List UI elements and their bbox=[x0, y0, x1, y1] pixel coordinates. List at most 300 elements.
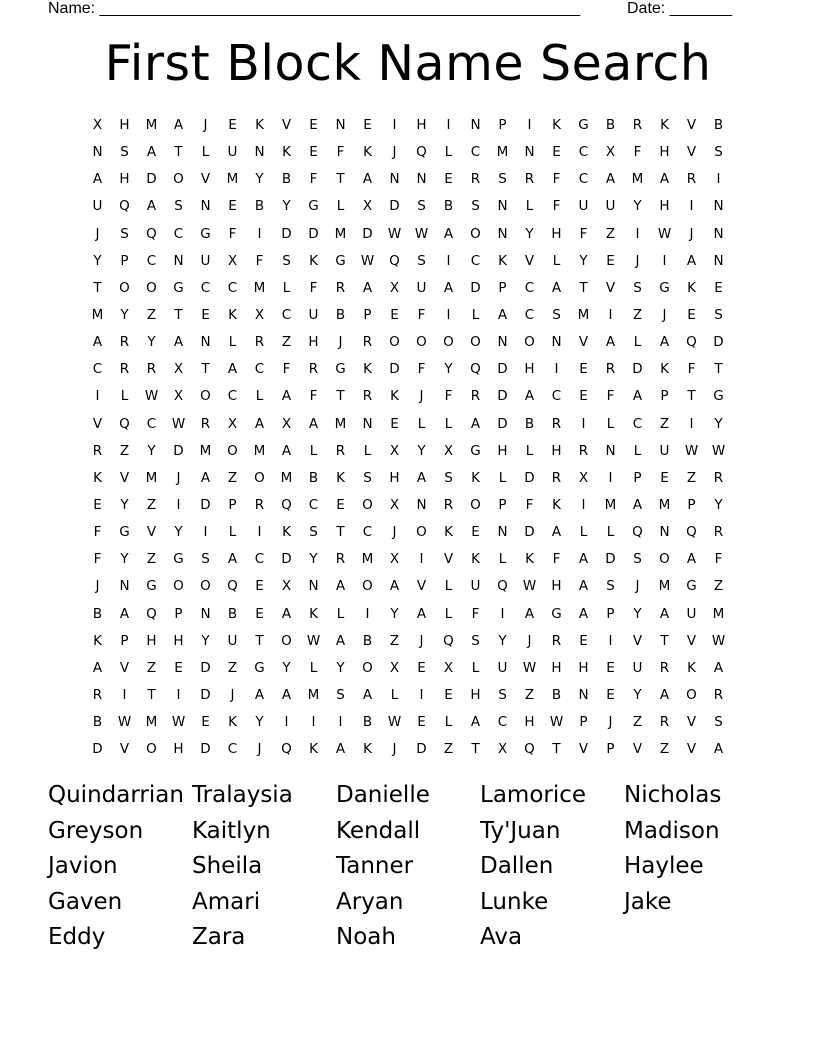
grid-letter: E bbox=[417, 659, 426, 676]
grid-letter: M bbox=[145, 117, 158, 134]
grid-letter: M bbox=[226, 171, 239, 188]
grid-letter: I bbox=[365, 605, 370, 622]
grid-letter: J bbox=[608, 714, 613, 731]
grid-letter: C bbox=[227, 388, 238, 405]
grid-letter: K bbox=[471, 551, 480, 568]
grid-letter: I bbox=[689, 415, 694, 432]
grid-letter: W bbox=[117, 714, 132, 731]
grid-letter: I bbox=[608, 307, 613, 324]
word-bank-item: Greyson bbox=[48, 817, 144, 844]
grid-letter: H bbox=[308, 334, 319, 351]
grid-row bbox=[84, 329, 732, 356]
grid-letter: T bbox=[336, 171, 345, 188]
grid-letter: I bbox=[257, 225, 262, 242]
grid-letter: Z bbox=[686, 469, 697, 486]
grid-letter: G bbox=[146, 578, 157, 595]
grid-letter: Q bbox=[416, 144, 427, 161]
grid-letter: C bbox=[227, 279, 238, 296]
grid-letter: G bbox=[578, 117, 589, 134]
grid-letter: L bbox=[228, 334, 237, 351]
grid-letter: C bbox=[551, 388, 562, 405]
grid-letter: Y bbox=[336, 659, 345, 676]
grid-letter: A bbox=[227, 361, 238, 378]
grid-letter: N bbox=[173, 252, 184, 269]
grid-letter: O bbox=[470, 497, 481, 514]
grid-letter: T bbox=[336, 524, 345, 541]
grid-letter: Y bbox=[390, 605, 399, 622]
grid-letter: A bbox=[335, 578, 346, 595]
grid-letter: S bbox=[336, 687, 345, 704]
grid-letter: L bbox=[498, 469, 507, 486]
grid-letter: F bbox=[417, 361, 426, 378]
grid-letter: W bbox=[549, 714, 564, 731]
grid-letter: G bbox=[335, 252, 346, 269]
grid-letter: Y bbox=[201, 632, 210, 649]
grid-letter: M bbox=[145, 469, 158, 486]
grid-letter: K bbox=[309, 252, 318, 269]
grid-letter: D bbox=[173, 442, 184, 459]
grid-letter: I bbox=[716, 171, 721, 188]
word-bank-item: Quindarrian bbox=[48, 782, 184, 808]
grid-letter: M bbox=[496, 144, 509, 161]
grid-letter: S bbox=[444, 469, 453, 486]
grid-letter: V bbox=[605, 279, 616, 296]
grid-letter: P bbox=[498, 497, 507, 514]
grid-letter: L bbox=[525, 442, 534, 459]
grid-letter: M bbox=[712, 605, 725, 622]
grid-letter: C bbox=[632, 415, 643, 432]
grid-letter: T bbox=[201, 361, 210, 378]
grid-letter: R bbox=[335, 551, 346, 568]
grid-letter: C bbox=[524, 307, 535, 324]
grid-letter: J bbox=[95, 578, 100, 595]
grid-letter: F bbox=[552, 551, 561, 568]
grid-letter: O bbox=[389, 334, 400, 351]
grid-letter: Y bbox=[147, 334, 156, 351]
grid-letter: E bbox=[714, 279, 723, 296]
grid-letter: V bbox=[119, 659, 130, 676]
grid-letter: A bbox=[470, 415, 481, 432]
grid-letter: D bbox=[605, 551, 616, 568]
grid-letter: C bbox=[470, 144, 481, 161]
grid-letter: X bbox=[281, 415, 292, 432]
grid-letter: A bbox=[146, 198, 157, 215]
grid-letter: P bbox=[606, 741, 615, 758]
grid-row bbox=[84, 139, 732, 166]
grid-letter: T bbox=[93, 279, 102, 296]
grid-letter: X bbox=[497, 741, 508, 758]
grid-letter: D bbox=[416, 741, 427, 758]
grid-letter: T bbox=[660, 632, 669, 649]
grid-letter: X bbox=[443, 659, 454, 676]
grid-letter: D bbox=[146, 171, 157, 188]
grid-letter: C bbox=[578, 171, 589, 188]
grid-letter: Q bbox=[389, 252, 400, 269]
grid-letter: O bbox=[524, 334, 535, 351]
grid-letter: H bbox=[578, 659, 589, 676]
grid-letter: U bbox=[308, 307, 319, 324]
grid-letter: Y bbox=[633, 687, 642, 704]
grid-letter: K bbox=[282, 524, 291, 541]
grid-letter: J bbox=[203, 117, 208, 134]
grid-letter: C bbox=[362, 524, 373, 541]
grid-letter: A bbox=[389, 578, 400, 595]
grid-letter: Z bbox=[443, 741, 454, 758]
grid-letter: W bbox=[684, 442, 699, 459]
grid-letter: S bbox=[174, 198, 183, 215]
grid-letter: U bbox=[605, 198, 616, 215]
grid-letter: C bbox=[308, 497, 319, 514]
grid-letter: K bbox=[309, 741, 318, 758]
grid-letter: R bbox=[335, 442, 346, 459]
grid-letter: Q bbox=[146, 225, 157, 242]
grid-letter: Q bbox=[497, 578, 508, 595]
grid-letter: B bbox=[362, 714, 373, 731]
grid-letter: H bbox=[119, 171, 130, 188]
grid-letter: X bbox=[578, 469, 589, 486]
grid-letter: E bbox=[444, 687, 453, 704]
grid-letter: N bbox=[497, 225, 508, 242]
word-bank-item: Noah bbox=[336, 924, 396, 950]
grid-letter: C bbox=[227, 741, 238, 758]
grid-letter: A bbox=[362, 687, 373, 704]
grid-letter: K bbox=[498, 252, 507, 269]
grid-letter: J bbox=[257, 741, 262, 758]
grid-letter: A bbox=[443, 279, 454, 296]
grid-letter: I bbox=[122, 687, 127, 704]
grid-letter: R bbox=[92, 442, 103, 459]
grid-letter: F bbox=[552, 198, 561, 215]
grid-letter: A bbox=[524, 388, 535, 405]
grid-letter: W bbox=[711, 442, 726, 459]
grid-row bbox=[84, 193, 732, 220]
grid-letter: V bbox=[92, 415, 103, 432]
grid-letter: D bbox=[92, 741, 103, 758]
grid-letter: X bbox=[173, 361, 184, 378]
grid-letter: E bbox=[363, 117, 372, 134]
grid-letter: K bbox=[228, 714, 237, 731]
grid-letter: J bbox=[392, 144, 397, 161]
grid-letter: I bbox=[446, 117, 451, 134]
grid-letter: A bbox=[281, 687, 292, 704]
grid-letter: Y bbox=[714, 415, 723, 432]
grid-letter: A bbox=[443, 225, 454, 242]
grid-letter: H bbox=[146, 632, 157, 649]
grid-letter: Z bbox=[146, 551, 157, 568]
grid-letter: H bbox=[497, 442, 508, 459]
grid-letter: Q bbox=[686, 524, 697, 541]
grid-letter: H bbox=[551, 225, 562, 242]
grid-letter: A bbox=[416, 469, 427, 486]
word-bank-item: Danielle bbox=[336, 782, 430, 808]
grid-letter: H bbox=[416, 117, 427, 134]
grid-letter: L bbox=[444, 578, 453, 595]
grid-letter: H bbox=[551, 578, 562, 595]
grid-letter: C bbox=[497, 714, 508, 731]
grid-letter: E bbox=[471, 524, 480, 541]
grid-letter: E bbox=[174, 659, 183, 676]
grid-letter: F bbox=[606, 388, 615, 405]
grid-letter: C bbox=[146, 415, 157, 432]
grid-letter: S bbox=[417, 252, 426, 269]
grid-letter: O bbox=[686, 687, 697, 704]
grid-letter: F bbox=[282, 361, 291, 378]
grid-letter: A bbox=[335, 632, 346, 649]
grid-row bbox=[84, 546, 732, 573]
grid-letter: L bbox=[309, 659, 318, 676]
grid-letter: D bbox=[200, 687, 211, 704]
grid-letter: N bbox=[200, 334, 211, 351]
grid-letter: H bbox=[659, 198, 670, 215]
grid-letter: Q bbox=[443, 632, 454, 649]
grid-letter: H bbox=[119, 117, 130, 134]
grid-letter: R bbox=[335, 279, 346, 296]
grid-letter: E bbox=[417, 714, 426, 731]
grid-letter: E bbox=[228, 117, 237, 134]
grid-letter: L bbox=[444, 605, 453, 622]
grid-letter: J bbox=[95, 225, 100, 242]
grid-letter: W bbox=[144, 388, 159, 405]
grid-letter: V bbox=[686, 714, 697, 731]
grid-letter: Z bbox=[659, 741, 670, 758]
grid-letter: K bbox=[282, 144, 291, 161]
grid-letter: I bbox=[95, 388, 100, 405]
word-bank-item: Aryan bbox=[336, 888, 404, 915]
grid-letter: R bbox=[524, 171, 535, 188]
grid-letter: L bbox=[471, 307, 480, 324]
grid-letter: T bbox=[255, 632, 264, 649]
grid-letter: X bbox=[605, 144, 616, 161]
grid-letter: W bbox=[387, 225, 402, 242]
grid-letter: I bbox=[419, 551, 424, 568]
grid-letter: O bbox=[146, 279, 157, 296]
grid-letter: P bbox=[498, 279, 507, 296]
grid-letter: H bbox=[524, 361, 535, 378]
grid-letter: L bbox=[390, 687, 399, 704]
grid-letter: G bbox=[173, 551, 184, 568]
grid-row bbox=[84, 438, 732, 465]
grid-letter: O bbox=[362, 578, 373, 595]
letter-grid bbox=[84, 112, 732, 763]
grid-letter: E bbox=[687, 307, 696, 324]
word-bank-item: Javion bbox=[48, 853, 118, 879]
grid-letter: L bbox=[255, 388, 264, 405]
grid-letter: E bbox=[579, 388, 588, 405]
grid-letter: P bbox=[633, 469, 642, 486]
grid-letter: R bbox=[659, 714, 670, 731]
grid-letter: H bbox=[173, 741, 184, 758]
grid-letter: E bbox=[309, 117, 318, 134]
grid-letter: L bbox=[498, 551, 507, 568]
grid-letter: N bbox=[605, 442, 616, 459]
grid-letter: F bbox=[471, 605, 480, 622]
grid-letter: V bbox=[443, 551, 454, 568]
grid-letter: W bbox=[387, 714, 402, 731]
grid-letter: T bbox=[174, 144, 183, 161]
grid-letter: I bbox=[338, 714, 343, 731]
grid-letter: J bbox=[419, 388, 424, 405]
grid-letter: V bbox=[686, 117, 697, 134]
grid-letter: I bbox=[392, 117, 397, 134]
grid-row bbox=[84, 736, 732, 763]
grid-letter: M bbox=[253, 279, 266, 296]
grid-letter: Q bbox=[281, 497, 292, 514]
grid-letter: K bbox=[309, 605, 318, 622]
grid-letter: O bbox=[200, 578, 211, 595]
grid-letter: N bbox=[200, 198, 211, 215]
grid-letter: A bbox=[173, 334, 184, 351]
word-bank-item: Nicholas bbox=[624, 782, 722, 808]
grid-letter: Y bbox=[417, 442, 426, 459]
grid-letter: C bbox=[92, 361, 103, 378]
grid-letter: R bbox=[92, 687, 103, 704]
grid-letter: M bbox=[280, 469, 293, 486]
grid-letter: X bbox=[389, 497, 400, 514]
grid-letter: U bbox=[470, 578, 481, 595]
grid-letter: Z bbox=[146, 497, 157, 514]
grid-letter: N bbox=[362, 415, 373, 432]
grid-letter: F bbox=[444, 388, 453, 405]
grid-letter: W bbox=[360, 252, 375, 269]
grid-letter: Z bbox=[605, 225, 616, 242]
grid-letter: O bbox=[254, 469, 265, 486]
grid-letter: I bbox=[608, 469, 613, 486]
grid-letter: Q bbox=[470, 361, 481, 378]
grid-letter: C bbox=[281, 307, 292, 324]
grid-letter: F bbox=[93, 551, 102, 568]
grid-letter: Y bbox=[309, 551, 318, 568]
grid-letter: P bbox=[687, 497, 696, 514]
grid-letter: K bbox=[525, 551, 534, 568]
grid-letter: L bbox=[471, 659, 480, 676]
grid-letter: Z bbox=[632, 714, 643, 731]
grid-letter: D bbox=[470, 279, 481, 296]
word-bank-item: Ty'Juan bbox=[480, 817, 561, 844]
grid-letter: A bbox=[605, 171, 616, 188]
grid-letter: Q bbox=[524, 741, 535, 758]
grid-letter: E bbox=[228, 198, 237, 215]
grid-letter: U bbox=[416, 279, 427, 296]
grid-letter: L bbox=[444, 415, 453, 432]
grid-letter: Y bbox=[498, 632, 507, 649]
grid-letter: A bbox=[146, 144, 157, 161]
grid-letter: Y bbox=[120, 307, 129, 324]
grid-letter: E bbox=[390, 415, 399, 432]
grid-letter: L bbox=[444, 144, 453, 161]
grid-letter: A bbox=[551, 524, 562, 541]
grid-letter: A bbox=[92, 171, 103, 188]
grid-letter: Z bbox=[281, 334, 292, 351]
word-bank-item: Kendall bbox=[336, 817, 421, 844]
grid-letter: Y bbox=[282, 198, 291, 215]
grid-letter: G bbox=[551, 605, 562, 622]
grid-letter: I bbox=[500, 605, 505, 622]
grid-letter: A bbox=[659, 687, 670, 704]
grid-letter: B bbox=[551, 687, 562, 704]
grid-letter: Q bbox=[686, 334, 697, 351]
grid-letter: U bbox=[92, 198, 103, 215]
grid-letter: Q bbox=[227, 578, 238, 595]
grid-letter: F bbox=[552, 171, 561, 188]
word-bank-item: Madison bbox=[624, 817, 720, 844]
grid-letter: M bbox=[658, 497, 671, 514]
grid-letter: A bbox=[416, 605, 427, 622]
grid-letter: N bbox=[713, 252, 724, 269]
grid-letter: L bbox=[606, 415, 615, 432]
grid-letter: M bbox=[577, 307, 590, 324]
grid-letter: R bbox=[254, 334, 265, 351]
grid-letter: P bbox=[363, 307, 372, 324]
grid-letter: K bbox=[93, 632, 102, 649]
grid-letter: J bbox=[392, 741, 397, 758]
grid-letter: F bbox=[255, 252, 264, 269]
grid-letter: X bbox=[227, 415, 238, 432]
grid-letter: Q bbox=[632, 524, 643, 541]
grid-letter: L bbox=[336, 605, 345, 622]
grid-letter: L bbox=[633, 334, 642, 351]
grid-letter: V bbox=[281, 117, 292, 134]
grid-letter: E bbox=[552, 144, 561, 161]
grid-letter: R bbox=[308, 361, 319, 378]
grid-letter: H bbox=[524, 714, 535, 731]
grid-letter: V bbox=[119, 469, 130, 486]
grid-letter: A bbox=[578, 551, 589, 568]
grid-letter: K bbox=[687, 659, 696, 676]
grid-letter: U bbox=[227, 632, 238, 649]
word-bank-item: Lunke bbox=[480, 888, 549, 915]
grid-letter: R bbox=[470, 388, 481, 405]
grid-letter: F bbox=[309, 171, 318, 188]
grid-letter: A bbox=[119, 605, 130, 622]
grid-letter: F bbox=[336, 144, 345, 161]
grid-letter: E bbox=[606, 687, 615, 704]
grid-letter: Z bbox=[713, 578, 724, 595]
grid-letter: N bbox=[497, 198, 508, 215]
grid-letter: Z bbox=[632, 307, 643, 324]
grid-letter: R bbox=[362, 334, 373, 351]
grid-letter: Y bbox=[93, 252, 102, 269]
grid-letter: R bbox=[632, 117, 643, 134]
grid-letter: S bbox=[120, 225, 129, 242]
grid-letter: V bbox=[686, 632, 697, 649]
grid-letter: K bbox=[363, 144, 372, 161]
grid-letter: M bbox=[631, 171, 644, 188]
grid-letter: K bbox=[390, 388, 399, 405]
grid-letter: L bbox=[633, 442, 642, 459]
grid-letter: S bbox=[417, 198, 426, 215]
grid-row bbox=[84, 465, 732, 492]
grid-letter: E bbox=[579, 361, 588, 378]
grid-letter: A bbox=[551, 279, 562, 296]
grid-letter: A bbox=[578, 578, 589, 595]
grid-letter: E bbox=[660, 469, 669, 486]
grid-letter: S bbox=[498, 171, 507, 188]
grid-letter: F bbox=[309, 279, 318, 296]
grid-letter: K bbox=[552, 497, 561, 514]
grid-letter: G bbox=[470, 442, 481, 459]
grid-letter: P bbox=[660, 388, 669, 405]
grid-letter: L bbox=[363, 442, 372, 459]
word-bank-item: Haylee bbox=[624, 853, 704, 879]
grid-letter: Q bbox=[119, 415, 130, 432]
name-field: Name: ______________________________________________________ bbox=[48, 0, 581, 17]
grid-letter: O bbox=[119, 279, 130, 296]
word-bank bbox=[48, 778, 768, 956]
grid-letter: O bbox=[443, 334, 454, 351]
grid-letter: A bbox=[281, 605, 292, 622]
grid-letter: T bbox=[552, 741, 561, 758]
grid-letter: W bbox=[171, 415, 186, 432]
